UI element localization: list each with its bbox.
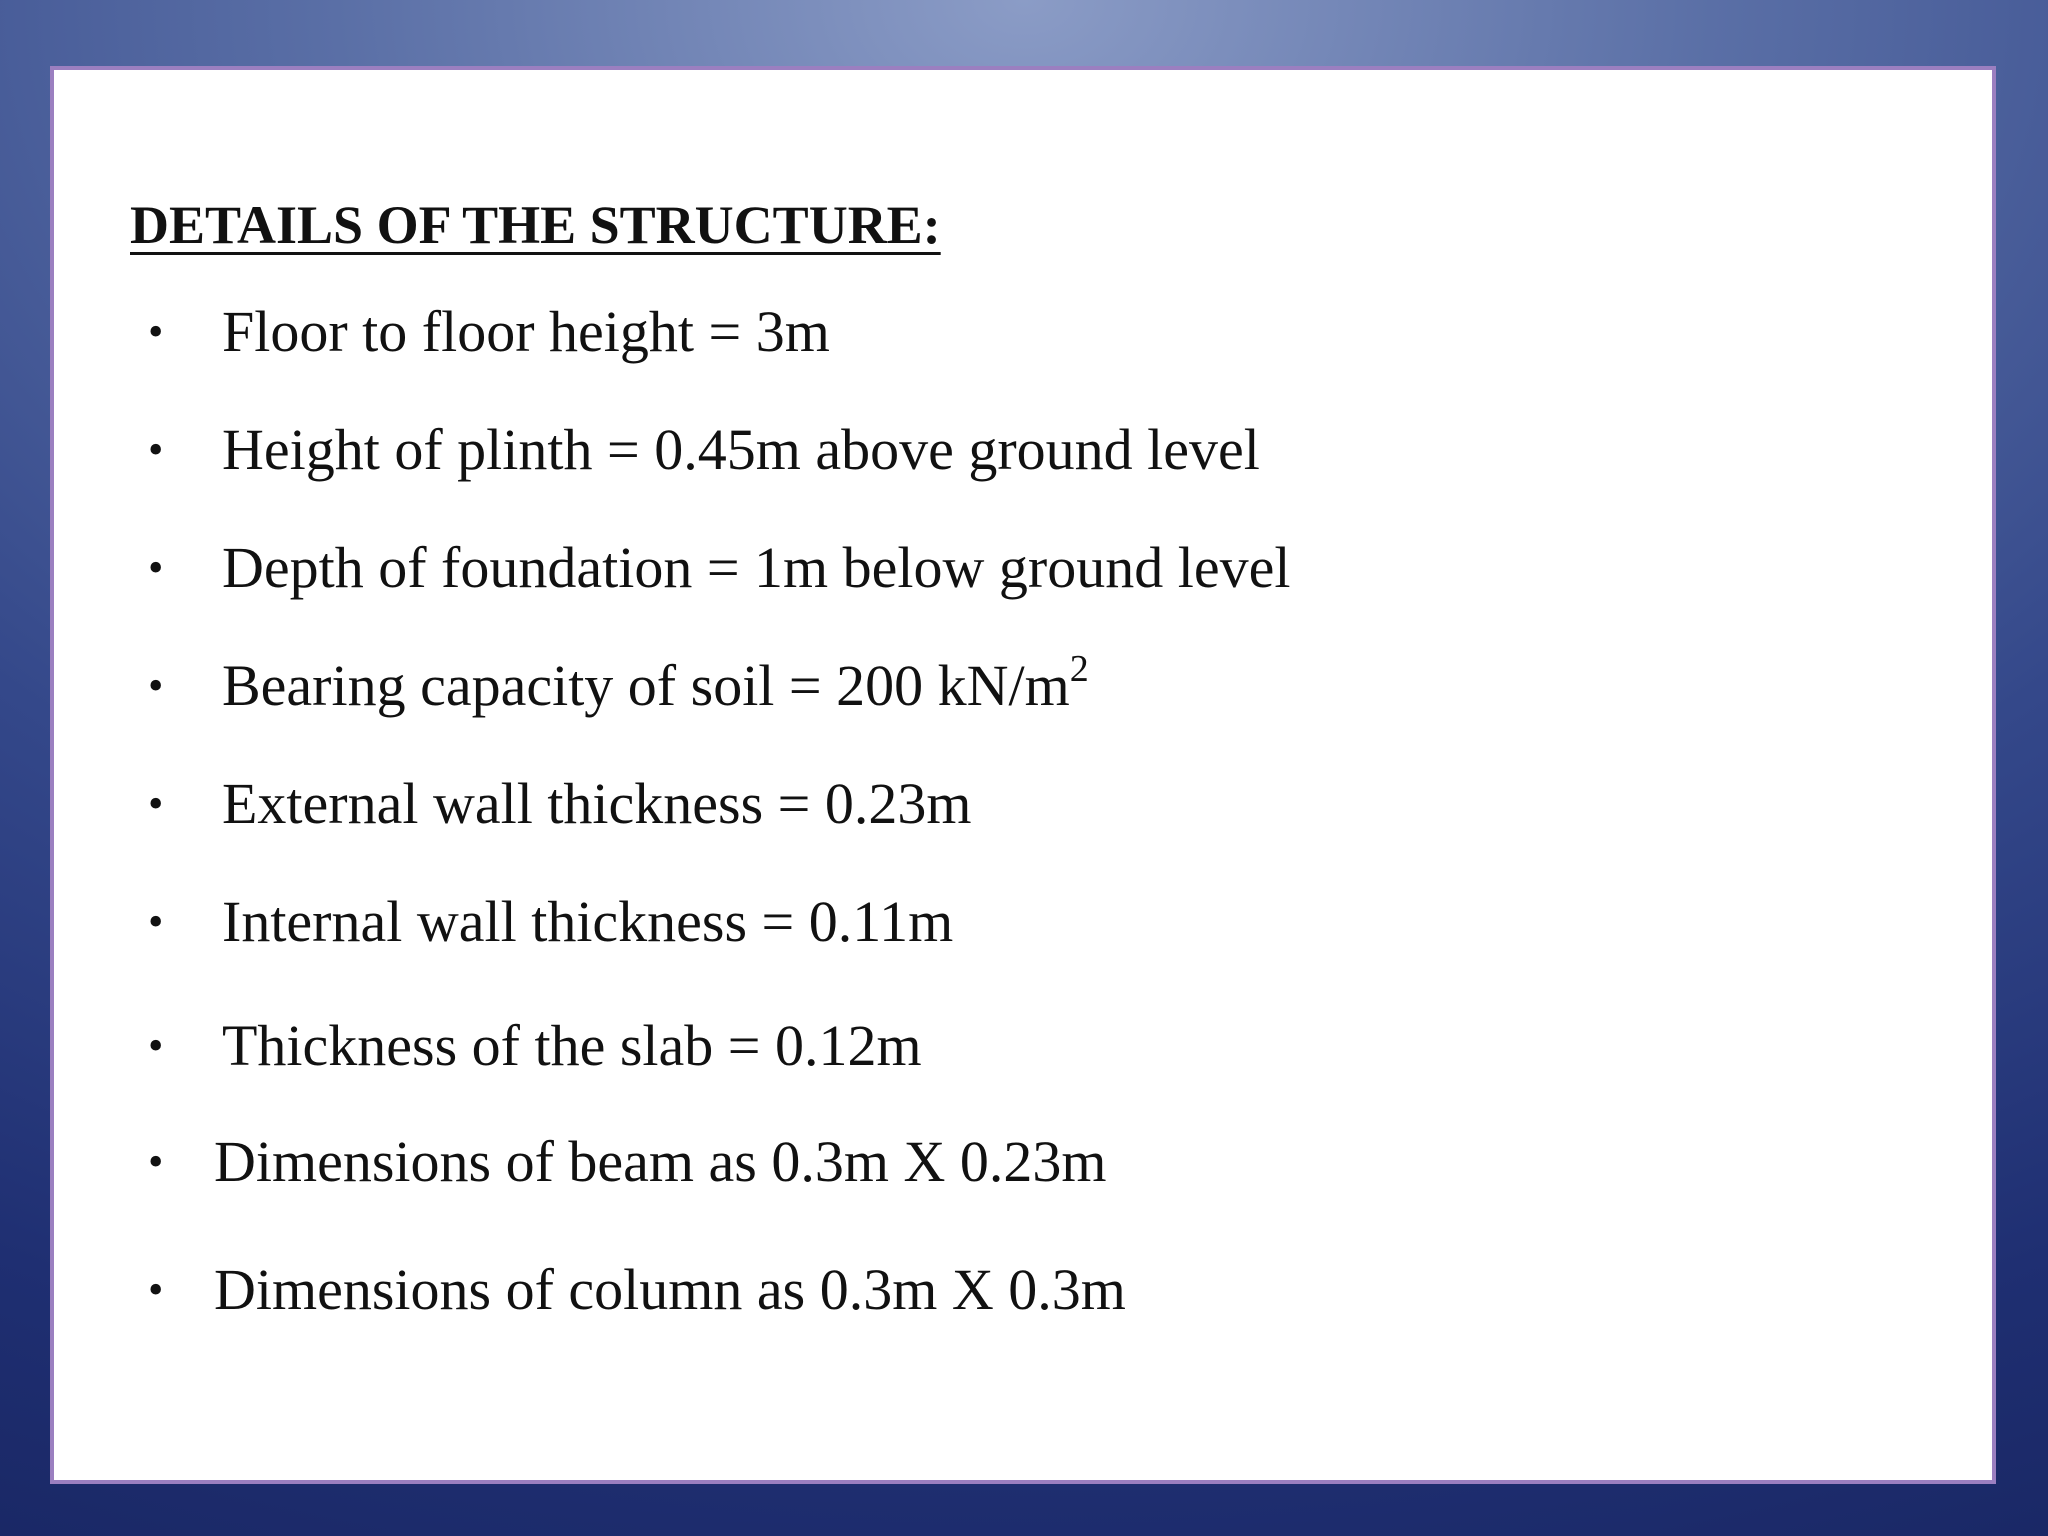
bullet-icon: •: [148, 425, 164, 474]
bullet-item-external-wall: [54, 764, 1454, 844]
bullet-text: Floor to floor height = 3m: [222, 299, 830, 364]
bullet-icon: •: [148, 307, 164, 356]
bullet-icon: •: [148, 661, 164, 710]
bullet-item-bearing-capacity: [54, 646, 1454, 726]
bullet-text: Internal wall thickness = 0.11m: [222, 889, 954, 954]
bullet-icon: •: [148, 1265, 164, 1314]
bullet-item-internal-wall: [54, 882, 1454, 962]
bullet-text: Dimensions of beam as 0.3m X 0.23m: [214, 1129, 1107, 1194]
bullet-text: Thickness of the slab = 0.12m: [222, 1013, 922, 1078]
bullet-item-plinth-height: [54, 410, 1454, 490]
bullet-text: External wall thickness = 0.23m: [222, 771, 972, 836]
bullet-text: [222, 646, 1089, 726]
bullet-item-floor-height: [54, 292, 1454, 372]
bullet-item-beam-dimensions: [54, 1122, 1454, 1202]
bullet-text: Dimensions of column as 0.3m X 0.3m: [214, 1257, 1126, 1322]
slide-title: DETAILS OF THE STRUCTURE:: [130, 195, 941, 255]
bullet-icon: •: [148, 1021, 164, 1070]
bullet-item-slab-thickness: [54, 1006, 1454, 1086]
bullet-icon: •: [148, 779, 164, 828]
bullet-item-column-dimensions: [54, 1250, 1454, 1330]
bullet-text-main: Bearing capacity of soil = 200 kN/m: [222, 653, 1070, 718]
bullet-text: Height of plinth = 0.45m above ground level: [222, 417, 1260, 482]
bullet-icon: •: [148, 543, 164, 592]
slide-panel: [50, 66, 1996, 1484]
bullet-item-foundation-depth: [54, 528, 1454, 608]
superscript: 2: [1069, 648, 1089, 690]
bullet-icon: •: [148, 897, 164, 946]
bullet-text: Depth of foundation = 1m below ground level: [222, 535, 1291, 600]
bullet-icon: •: [148, 1137, 164, 1186]
